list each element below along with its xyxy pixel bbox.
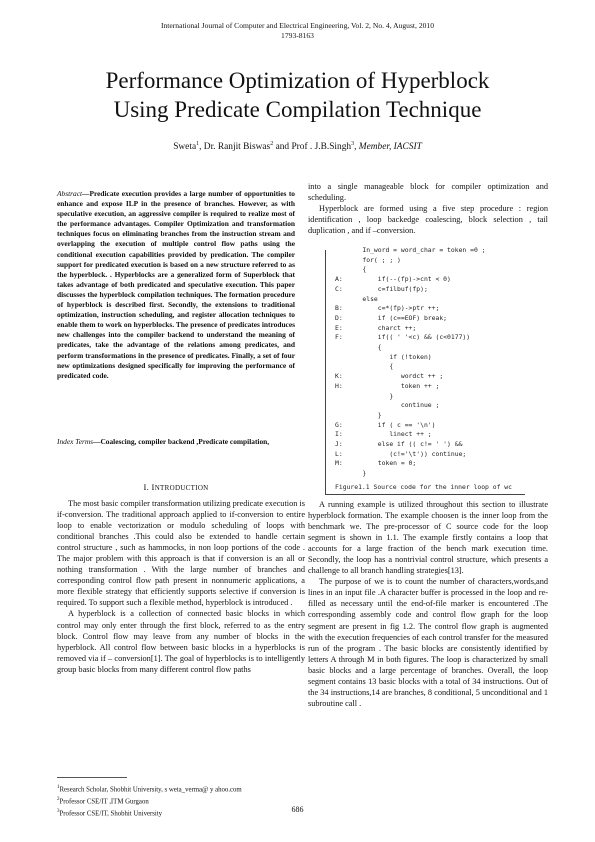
- paragraph: into a single manageable block for compiler optimization and scheduling.: [308, 182, 548, 203]
- footnote-rule: [57, 777, 127, 778]
- code-block-label: H:: [335, 381, 343, 390]
- section-heading-introduction: [57, 482, 295, 492]
- author-3-affil: 3: [351, 141, 355, 147]
- page-number: 686: [291, 805, 304, 814]
- paper-title-line2: Using Predicate Compilation Technique: [113, 97, 482, 122]
- code-line: if(( ' '<c) && (c<0177)): [347, 333, 471, 342]
- code-line: token = 0;: [347, 459, 417, 468]
- paragraph: Hyperblock are formed using a five step procedure : region identification , loop backedge coalescing, block selection , tail duplication , and if –conversion.: [308, 204, 548, 236]
- index-terms-text: —Coalescing, compiler backend ,Predicate compilation,: [93, 437, 270, 446]
- code-block-label: M:: [335, 459, 343, 468]
- code-line: }: [347, 469, 367, 478]
- code-line: else: [347, 294, 378, 303]
- index-terms-label: Index Terms: [57, 437, 94, 446]
- code-line: c=filbuf(fp);: [347, 284, 428, 293]
- code-line: if ( c == '\n'): [347, 420, 436, 429]
- code-line: if (!token): [347, 352, 432, 361]
- footnote-text: Research Scholar, Shobhit University, s weta_verma@ y ahoo.com: [59, 786, 242, 794]
- footnote-mark: 3: [57, 808, 60, 814]
- paragraph: The purpose of we is to count the number of characters,words,and lines in an input file .A character buffer is processed in the loop and re-filled as necessary until the end-of-file marker is encountered .The corresponding assembly code and control flow graph for the loop segment are present in fig 1.2. The control flow graph is augmented with the execution frequencies of each control transfer for the measured run of the program . The basic blocks are consistently identified by letters A through M in both figures. The loop is characterized by small basic blocks and a large percentage of branches. Overall, the loop segment contains 13 basic blocks with a total of 34 instructions. Out of the 34 instructions,14 are branches, 8 conditional, 5 unconditional and 1 subroutine call .: [308, 577, 548, 708]
- paragraph: A hyperblock is a collection of connected basic blocks in which control may only enter through the first block, referred to as the entry block. Control flow may leave from any number of blocks in the hyperblock. All control flow between basic blocks in a hyperblocks is removed via if – conversion[1]. The goal of hyperblocks is to intelligently group basic blocks from many different control flow paths: [57, 609, 305, 674]
- code-line: for( ; ; ): [347, 255, 401, 264]
- code-line: }: [347, 410, 382, 419]
- author-3: and Prof . J.B.Singh: [273, 142, 352, 153]
- section-number: I. I: [143, 482, 155, 492]
- section-name: NTRODUCTION: [154, 484, 209, 492]
- abstract: [57, 189, 295, 381]
- author-1: Sweta: [173, 142, 197, 153]
- author-2: , Dr. Ranjit Biswas: [199, 142, 271, 153]
- code-block-label: D:: [335, 313, 343, 322]
- left-column-body: [57, 498, 305, 675]
- code-line: c=*(fp)->ptr ++;: [347, 304, 440, 313]
- code-line: if(--(fp)->cnt < 0): [347, 275, 451, 284]
- code-line: }: [347, 391, 394, 400]
- footnote-text: Professor CSE/IT, Shobhit University: [59, 809, 163, 817]
- right-column-bottom: [308, 499, 548, 709]
- code-block-label: K:: [335, 372, 343, 381]
- paper-title: [40, 66, 555, 124]
- code-block-label: G:: [335, 420, 343, 429]
- code-line: continue ;: [347, 401, 440, 410]
- code-line: (c!='\t')) continue;: [347, 449, 467, 458]
- footnote-text: Professor CSE/IT ,ITM Gurgaon: [59, 798, 149, 806]
- author-2-affil: 2: [270, 141, 274, 147]
- paragraph: A running example is utilized throughout this section to illustrate hyperblock formation. The example choosen is the inner loop from the benchmark we. The pre-processor of C source code for the loop segment is shown in 1.1. The example firstly contains a loop that accounts for a large fraction of the bench mark execution time. Secondly, the loop has a nontrivial control structure, which presents a challenge to all branch handling strategies[13].: [308, 500, 548, 576]
- code-figure: [325, 246, 525, 496]
- author-membership: Member, IACSIT: [358, 142, 422, 153]
- author-line: [0, 141, 595, 152]
- code-line: wordct ++ ;: [347, 372, 444, 381]
- figure-caption: Figure1.1 Source code for the inner loop of wc: [335, 483, 512, 491]
- author-sep: ,: [354, 142, 359, 153]
- paragraph: The most basic compiler transformation utilizing predicate execution is if-conversion. The traditional approach applied to if-conversion to entire loop to enable vectorization or modulo scheduling of loops with conditional branches .This could also be extended to handle certain control structure , such as hammocks, in non loop portions of the code . The major problem with this approach is that if conversion is an all or nothing transformation . With the large number of branches and corresponding control flow path present in nonnumeric applications, a more flexible strategy that efficiently supports selective if conversion is required. To support such a flexible method, hyperblock is introduced .: [57, 499, 305, 608]
- journal-header-line1: International Journal of Computer and Electrical Engineering, Vol. 2, No. 4, August, 2010: [160, 21, 435, 30]
- index-terms: [57, 437, 295, 447]
- code-block-label: C:: [335, 284, 343, 293]
- code-line: {: [347, 343, 382, 351]
- abstract-text: —Predicate execution provides a large number of opportunities to enhance and expose ILP in the presence of branches. However, as with speculative execution, an aggressive compiler is required to realize most of the performance advantages. Compiler Optimization and transformation techniques focus on eliminating branches from the instruction stream and overlapping the execution of multiple control flow paths using the conditional execution capabilities provided by predication. The compiler support for predicated execution is based on a new structure referred to as the hyperblock. . Hyperblocks are a generalized form of Superblock that takes advantage of both predicated and speculative execution. This paper discusses the hyperblock compilation techniques. The formation procedure of hyperblock is described first. Secondly, the extensions to traditional optimization, instruction scheduling, and register allocation techniques to enable them to work on hyperblocks. The presence of predicates introduces new challenges into the compiler backend to understand the meaning of predicates, take the advantage of the relations among predicates, and perform transformations in the presence of predicates. Finally, a set of four new optimizations designed specifically for improving the performance of predicated code.: [57, 189, 295, 380]
- footnote-mark: 1: [57, 785, 60, 790]
- footnote: [57, 783, 295, 795]
- code-block-label: F:: [335, 333, 343, 342]
- code-line: {: [347, 362, 394, 371]
- code-block-label: L:: [335, 449, 343, 458]
- code-line: linect ++ ;: [347, 430, 432, 439]
- author-1-affil: 1: [196, 141, 200, 147]
- abstract-label: Abstract: [57, 189, 83, 198]
- footnote-mark: 2: [57, 796, 60, 802]
- paper-title-line1: Performance Optimization of Hyperblock: [105, 68, 490, 93]
- code-block-label: J:: [335, 440, 343, 448]
- code-block-label: E:: [335, 323, 343, 332]
- code-line: else if (( c!= ' ') &&: [347, 440, 463, 448]
- journal-header-line2: 1793-8163: [281, 31, 314, 40]
- code-block-label: B:: [335, 304, 343, 313]
- code-line: {: [347, 265, 367, 274]
- journal-header: [0, 21, 595, 41]
- code-line: charct ++;: [347, 323, 417, 332]
- code-block-label: A:: [335, 275, 343, 284]
- code-block-label: I:: [335, 430, 343, 439]
- code-line: token ++ ;: [347, 381, 440, 390]
- code-line: if (c==EOF) break;: [347, 313, 448, 322]
- right-column-top: [308, 181, 548, 236]
- code-line: In_word = word_char = token =0 ;: [347, 246, 486, 254]
